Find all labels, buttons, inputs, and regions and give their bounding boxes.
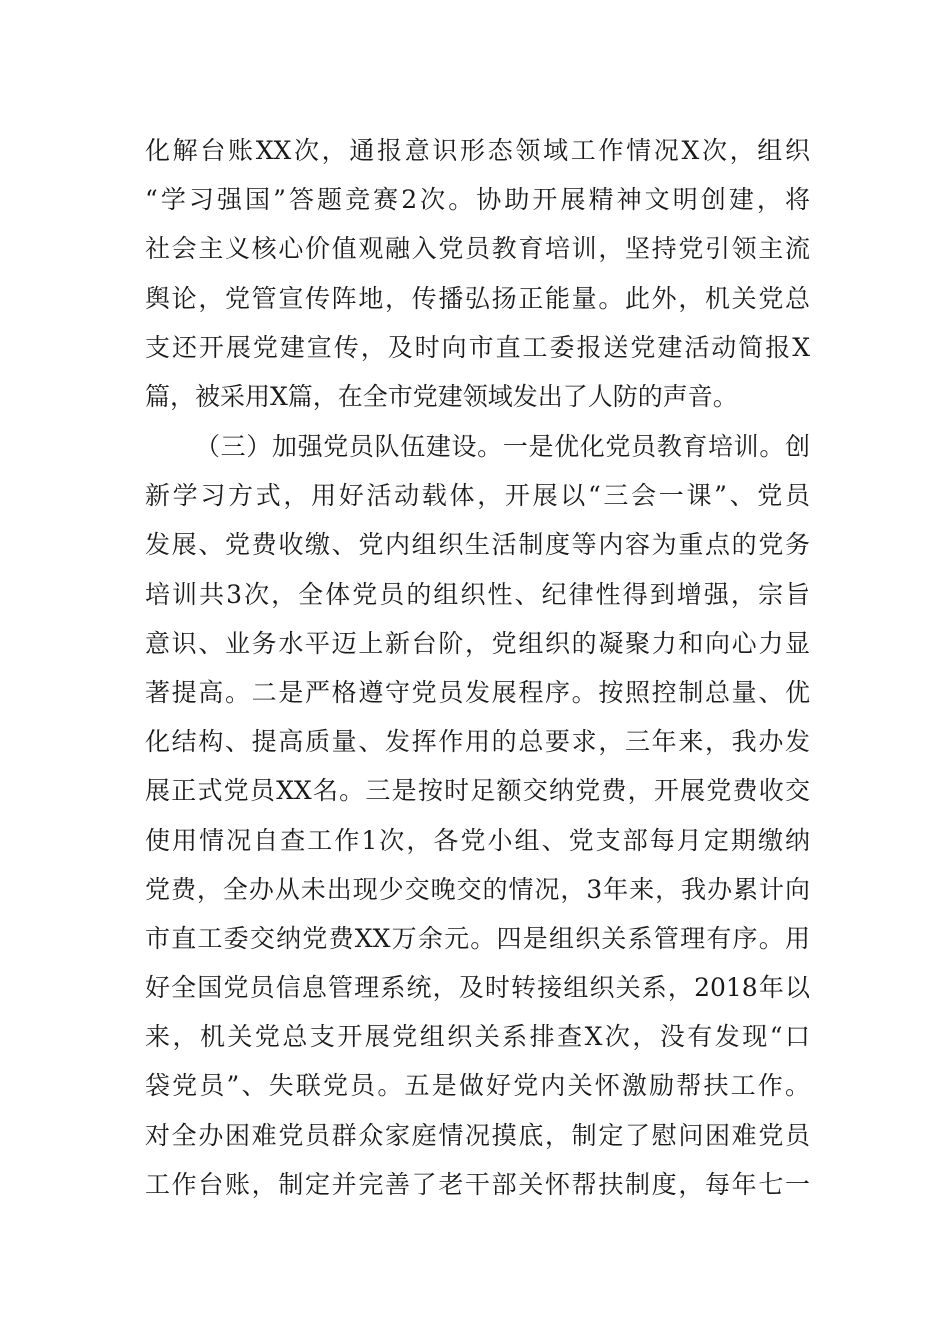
text-line: 来，机关党总支开展党组织关系排查X次，没有发现“口 (145, 1022, 810, 1052)
paragraph-party-publicity (145, 126, 810, 421)
text-line: 工作台账，制定并完善了老干部关怀帮扶制度，每年七一 (145, 1169, 810, 1199)
text-line: 支还开展党建宣传，及时向市直工委报送党建活动简报X (145, 332, 810, 362)
text-line: 市直工委交纳党费XX万余元。四是组织关系管理有序。用 (145, 923, 810, 953)
text-line: 篇，被采用X篇，在全市党建领域发出了人防的声音。 (145, 381, 738, 411)
text-line: “学习强国”答题竞赛2次。协助开展精神文明创建，将 (145, 185, 810, 215)
text-line: 展正式党员XX名。三是按时足额交纳党费，开展党费收交 (145, 776, 810, 806)
text-line: 对全办困难党员群众家庭情况摸底，制定了慰问困难党员 (145, 1120, 810, 1150)
text-line: 意识、业务水平迈上新台阶，党组织的凝聚力和向心力显 (145, 628, 810, 658)
text-line: 好全国党员信息管理系统，及时转接组织关系，2018年以 (145, 973, 810, 1003)
text-line: 化解台账XX次，通报意识形态领域工作情况X次，组织 (145, 136, 810, 165)
text-line: 社会主义核心价值观融入党员教育培训，坚持党引领主流 (145, 234, 810, 264)
text-line: 使用情况自查工作1次，各党小组、党支部每月定期缴纳 (145, 825, 810, 855)
paragraph-member-team-building (145, 422, 810, 1209)
text-line: （三）加强党员队伍建设。一是优化党员教育培训。创 (195, 432, 810, 461)
text-line: 党费，全办从未出现少交晚交的情况，3年来，我办累计向 (145, 874, 810, 904)
text-line: 化结构、提高质量、发挥作用的总要求，三年来，我办发 (145, 727, 810, 757)
text-line: 培训共3次，全体党员的组织性、纪律性得到增强，宗旨 (145, 579, 810, 609)
text-line: 新学习方式，用好活动载体，开展以“三会一课”、党员 (145, 481, 810, 511)
text-line: 袋党员”、失联党员。五是做好党内关怀激励帮扶工作。 (145, 1071, 810, 1101)
text-line: 著提高。二是严格遵守党员发展程序。按照控制总量、优 (145, 677, 810, 707)
text-line: 舆论，党管宣传阵地，传播弘扬正能量。此外，机关党总 (145, 283, 810, 313)
text-line: 发展、党费收缴、党内组织生活制度等内容为重点的党务 (145, 530, 810, 560)
